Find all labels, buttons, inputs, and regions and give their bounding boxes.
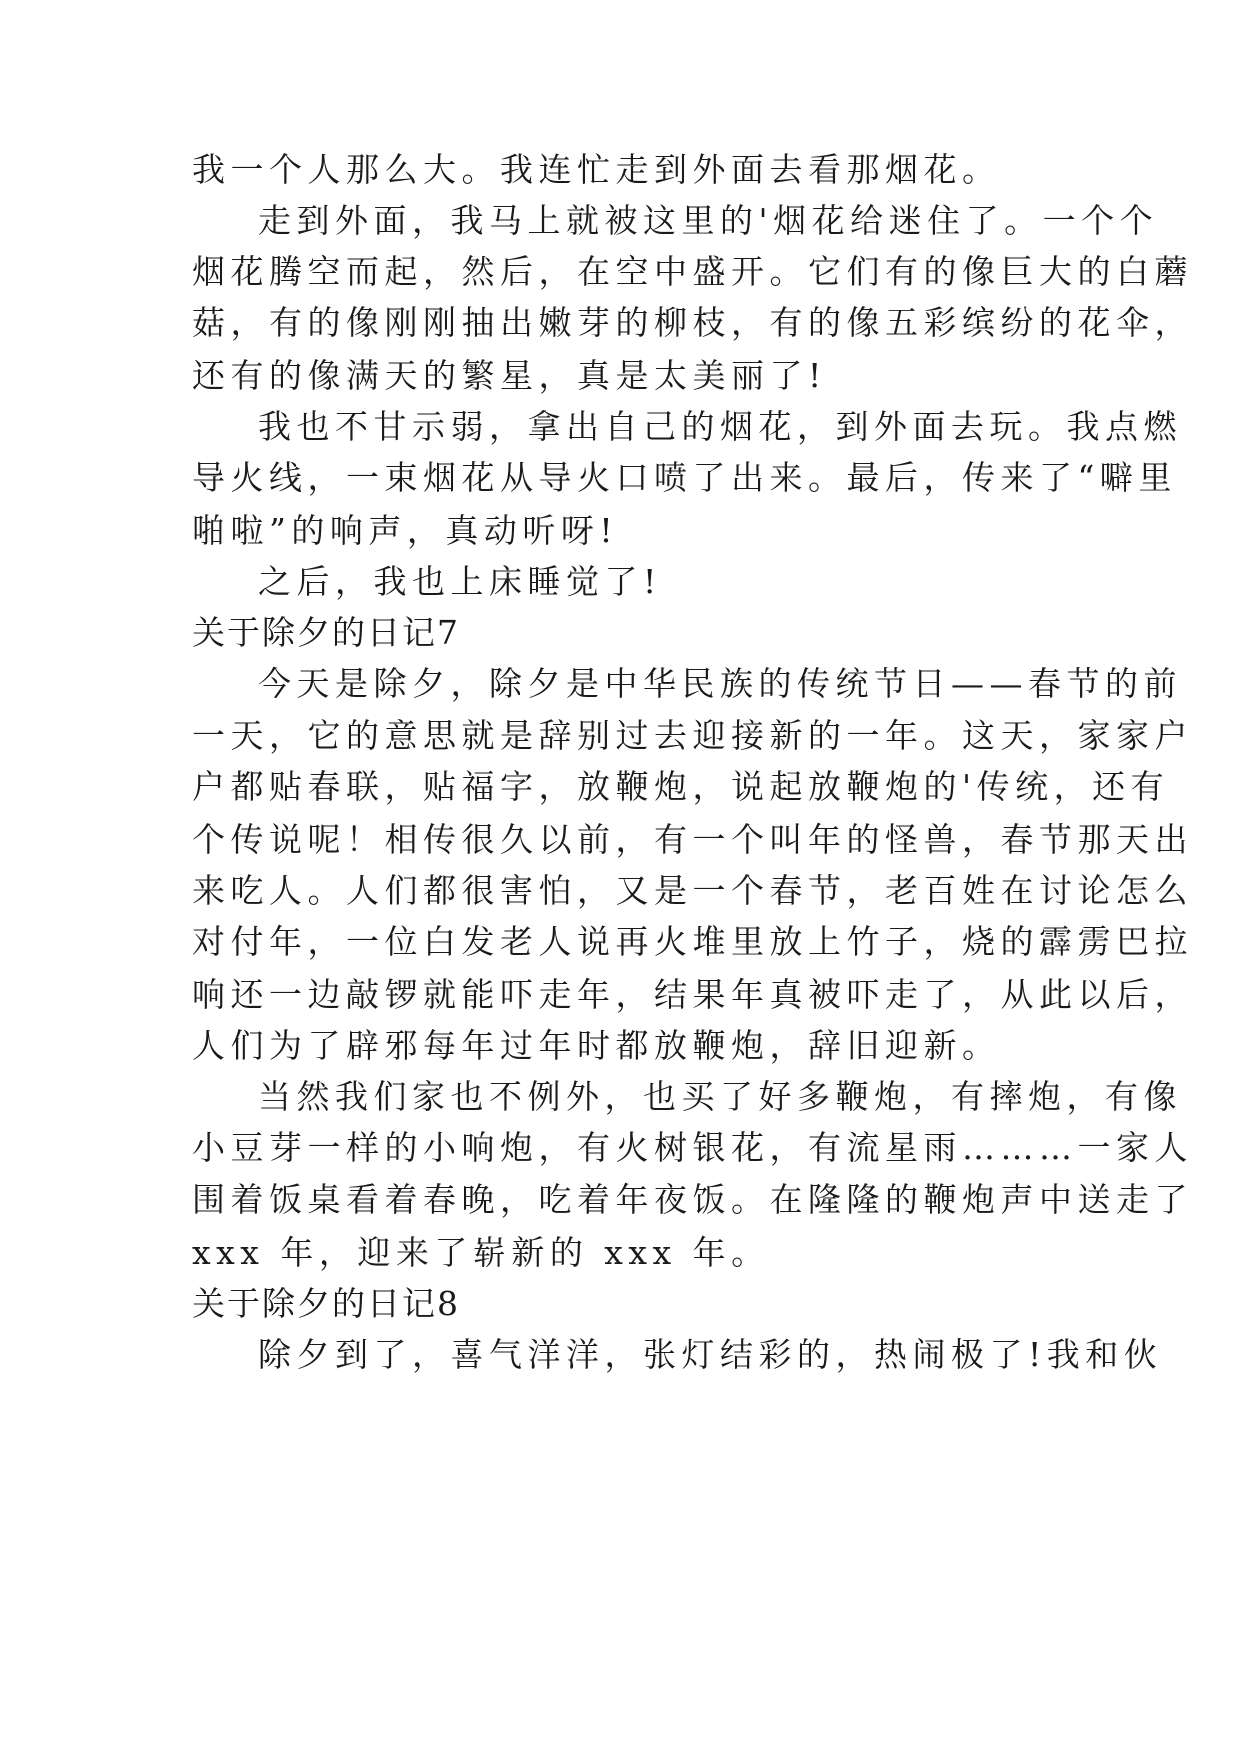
paragraph-first-line: 走到外面，我马上就被这里的'烟花给迷住了。一个个 (258, 201, 1159, 240)
text-line: 围着饭桌看着春晚，吃着年夜饭。在隆隆的鞭炮声中送走了 (192, 1180, 1193, 1219)
text-line: xxx 年，迎来了崭新的 xxx 年。 (192, 1233, 770, 1272)
paragraph-first-line: 除夕到了，喜气洋洋，张灯结彩的，热闹极了!我和伙 (258, 1335, 1163, 1374)
text-line: 个传说呢！相传很久以前，有一个叫年的怪兽，春节那天出 (192, 820, 1193, 859)
text-line: 导火线，一束烟花从导火口喷了出来。最后，传来了“噼里 (192, 458, 1177, 497)
text-line: 我一个人那么大。我连忙走到外面去看那烟花。 (192, 150, 1001, 189)
text-line: 来吃人。人们都很害怕，又是一个春节，老百姓在讨论怎么 (192, 871, 1193, 910)
text-line: 还有的像满天的繁星，真是太美丽了! (192, 356, 827, 395)
section-heading: 关于除夕的日记8 (192, 1284, 460, 1323)
text-line: 户都贴春联，贴福字，放鞭炮，说起放鞭炮的'传统，还有 (192, 767, 1170, 806)
paragraph-first-line: 之后，我也上床睡觉了! (258, 562, 662, 601)
section-heading: 关于除夕的日记7 (192, 613, 460, 652)
text-line: 响还一边敲锣就能吓走年，结果年真被吓走了，从此以后， (192, 975, 1193, 1014)
text-line: 人们为了辟邪每年过年时都放鞭炮，辞旧迎新。 (192, 1026, 1001, 1065)
paragraph-first-line: 今天是除夕，除夕是中华民族的传统节日——春节的前 (258, 664, 1182, 703)
text-line: 对付年，一位白发老人说再火堆里放上竹子，烧的霹雳巴拉 (192, 922, 1193, 961)
text-line: 小豆芽一样的小响炮，有火树银花，有流星雨………一家人 (192, 1128, 1193, 1167)
text-line: 一天，它的意思就是辞别过去迎接新的一年。这天，家家户 (192, 716, 1193, 755)
text-line: 啪啦”的响声，真动听呀! (192, 511, 619, 550)
paragraph-first-line: 当然我们家也不例外，也买了好多鞭炮，有摔炮，有像 (258, 1077, 1182, 1116)
paragraph-first-line: 我也不甘示弱，拿出自己的烟花，到外面去玩。我点燃 (258, 407, 1182, 446)
text-line: 烟花腾空而起，然后，在空中盛开。它们有的像巨大的白蘑 (192, 252, 1193, 291)
text-line: 菇，有的像刚刚抽出嫩芽的柳枝，有的像五彩缤纷的花伞， (192, 303, 1193, 342)
